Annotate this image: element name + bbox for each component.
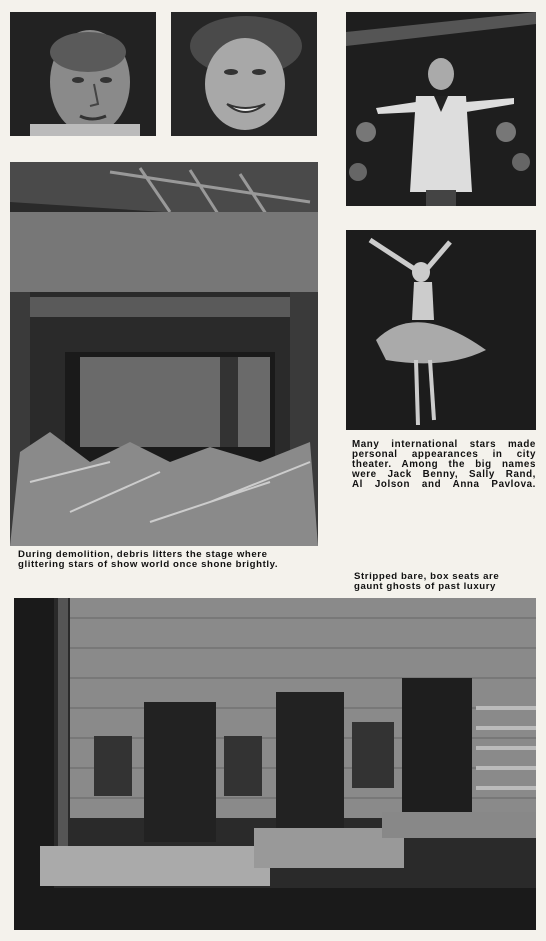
caption-line: Al Jolson and Anna Pavlova.: [352, 479, 536, 490]
stage-debris-photo: [10, 162, 318, 546]
portrait-man-photo: [10, 12, 156, 136]
caption-line: personal appearances in city: [352, 449, 536, 460]
caption-line: glittering stars of show world once shone brightly.: [18, 559, 279, 570]
box-seats-photo: [14, 598, 536, 930]
caption-line: were Jack Benny, Sally Rand,: [352, 469, 536, 480]
portrait-woman-photo: [171, 12, 317, 136]
dancer-photo: [346, 230, 536, 430]
caption-line: Many international stars made: [352, 439, 536, 450]
caption-line: theater. Among the big names: [352, 459, 536, 470]
caption-line: gaunt ghosts of past luxury: [354, 581, 496, 592]
box-seats-caption: [354, 572, 538, 592]
demolition-caption: [18, 550, 324, 570]
conductor-photo: [346, 12, 536, 206]
caption-line: During demolition, debris litters the stage where: [18, 549, 268, 560]
stars-caption: [352, 440, 536, 490]
caption-line: Stripped bare, box seats are: [354, 571, 500, 582]
